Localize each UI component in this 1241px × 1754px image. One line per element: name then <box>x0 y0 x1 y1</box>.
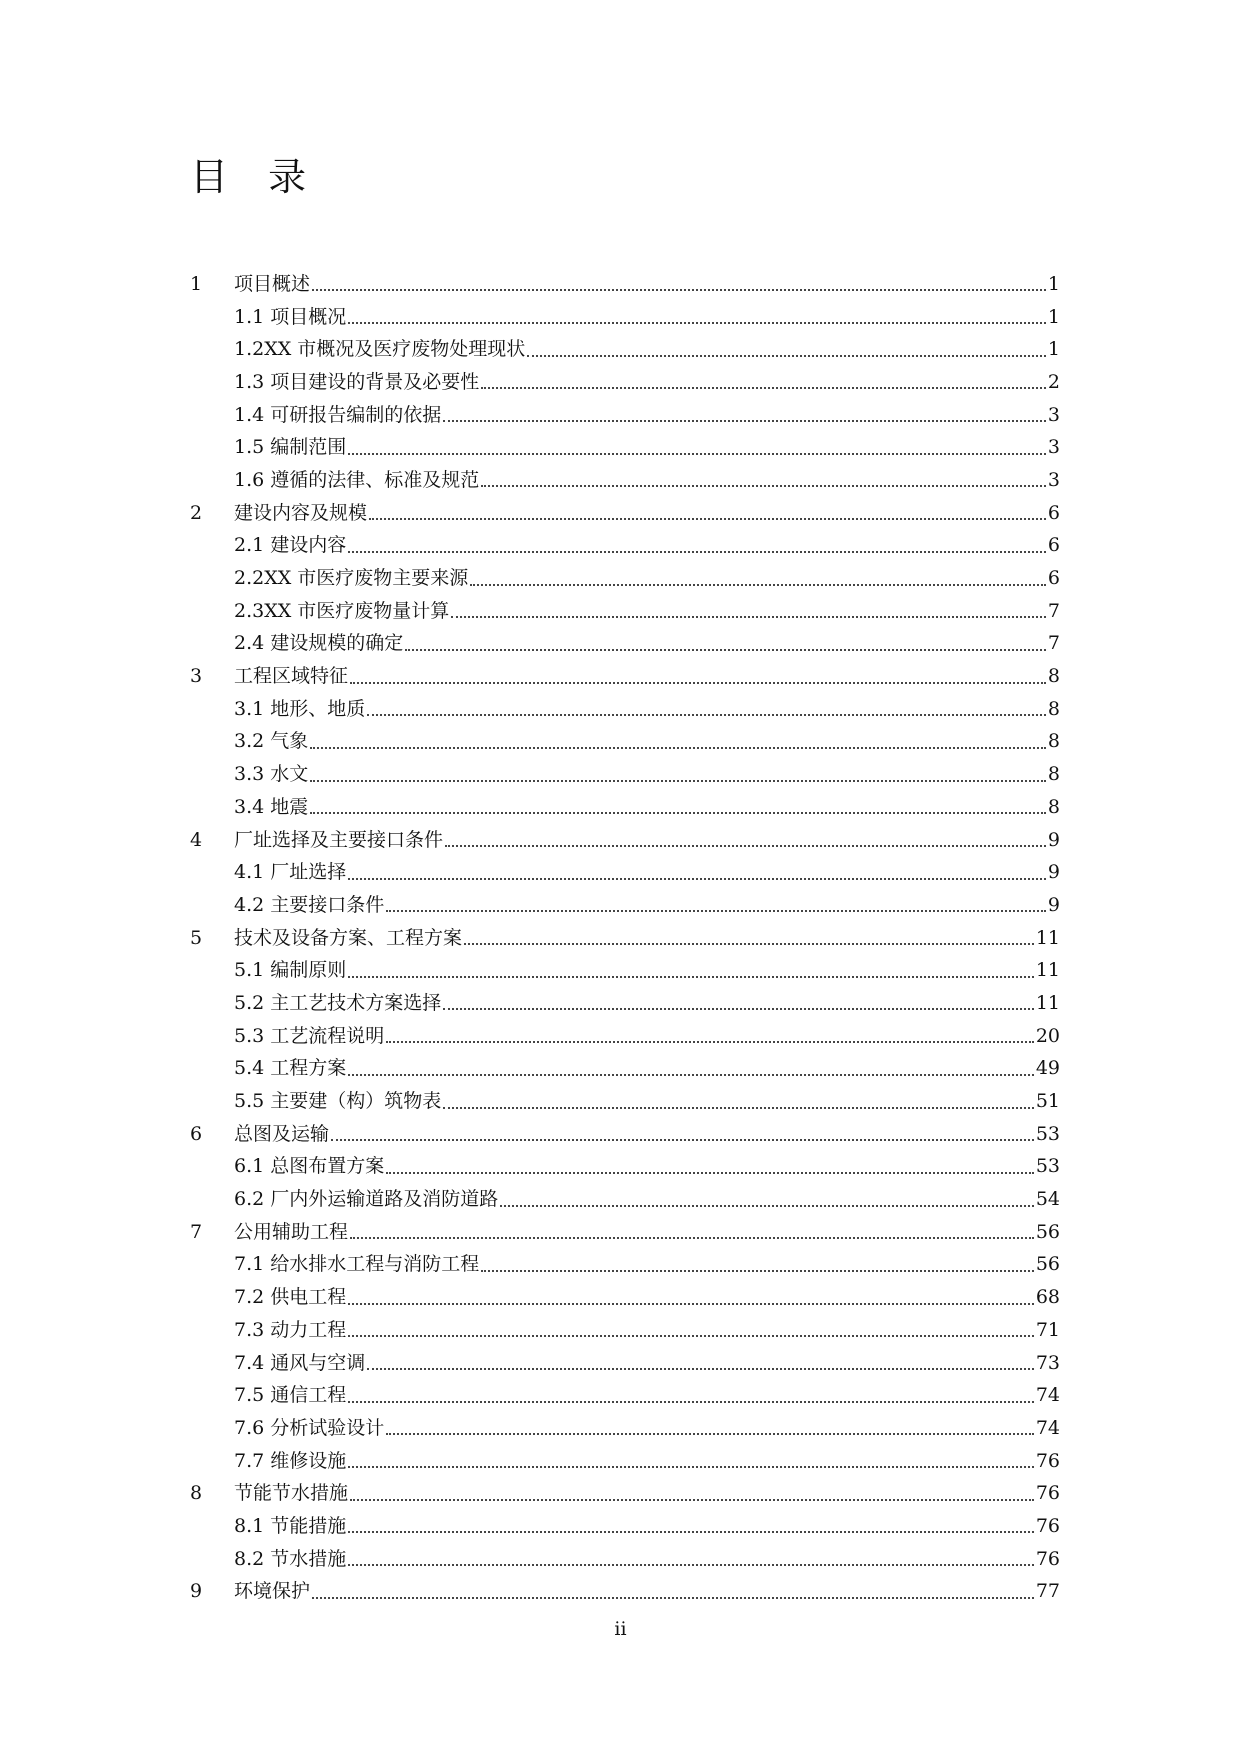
toc-entry-number: 2 <box>190 501 203 524</box>
toc-dot-leader <box>312 289 1046 291</box>
toc-chapter-entry[interactable] <box>190 922 1060 955</box>
toc-dot-leader <box>386 1041 1034 1043</box>
toc-entry-page: 11 <box>1035 926 1060 949</box>
toc-entry-label: 3.4 地震 <box>234 795 309 818</box>
toc-dot-leader <box>405 649 1046 651</box>
toc-section-entry[interactable] <box>190 1020 1060 1053</box>
toc-section-entry[interactable] <box>190 1085 1060 1118</box>
toc-section-entry[interactable] <box>190 1183 1060 1216</box>
toc-section-entry[interactable] <box>190 530 1060 563</box>
toc-entry-label: 5.2 主工艺技术方案选择 <box>234 991 442 1014</box>
toc-entry-label: 6.2 厂内外运输道路及消防道路 <box>234 1188 499 1211</box>
toc-entry-page: 3 <box>1047 468 1060 491</box>
toc-entry-label: 1.6 遵循的法律、标准及规范 <box>234 468 480 491</box>
toc-entry-label: 节能节水措施 <box>234 1482 349 1505</box>
toc-dot-leader <box>350 1499 1034 1501</box>
toc-section-entry[interactable] <box>190 366 1060 399</box>
toc-dot-leader <box>443 420 1046 422</box>
toc-dot-leader <box>348 976 1034 978</box>
toc-dot-leader <box>310 812 1046 814</box>
toc-dot-leader <box>348 322 1046 324</box>
toc-dot-leader <box>445 845 1046 847</box>
toc-section-entry[interactable] <box>190 562 1060 595</box>
toc-entry-page: 11 <box>1035 959 1060 982</box>
toc-section-entry[interactable] <box>190 1543 1060 1576</box>
toc-dot-leader <box>386 1172 1034 1174</box>
toc-entry-label: 7.7 维修设施 <box>234 1449 347 1472</box>
toc-section-entry[interactable] <box>190 954 1060 987</box>
toc-entry-page: 51 <box>1035 1090 1060 1113</box>
toc-dot-leader <box>310 747 1046 749</box>
toc-entry-label: 总图及运输 <box>234 1122 330 1145</box>
toc-entry-page: 73 <box>1035 1351 1060 1374</box>
toc-section-entry[interactable] <box>190 693 1060 726</box>
toc-entry-number: 6 <box>190 1122 203 1145</box>
toc-entry-page: 6 <box>1047 534 1060 557</box>
toc-dot-leader <box>348 1335 1034 1337</box>
toc-entry-page: 76 <box>1035 1482 1060 1505</box>
toc-dot-leader <box>470 584 1046 586</box>
page-title: 目 录 <box>190 155 321 199</box>
toc-entry-page: 76 <box>1035 1514 1060 1537</box>
toc-chapter-entry[interactable] <box>190 268 1060 301</box>
toc-entry-number: 8 <box>190 1482 203 1505</box>
toc-entry-page: 8 <box>1047 730 1060 753</box>
toc-entry-page: 1 <box>1047 272 1060 295</box>
toc-entry-page: 8 <box>1047 665 1060 688</box>
toc-entry-page: 54 <box>1035 1188 1060 1211</box>
toc-chapter-entry[interactable] <box>190 1477 1060 1510</box>
toc-section-entry[interactable] <box>190 1510 1060 1543</box>
toc-dot-leader <box>451 616 1046 618</box>
toc-entry-label: 1.4 可研报告编制的依据 <box>234 403 442 426</box>
toc-dot-leader <box>310 780 1046 782</box>
toc-entry-page: 6 <box>1047 567 1060 590</box>
toc-entry-page: 74 <box>1035 1416 1060 1439</box>
toc-entry-number: 1 <box>190 272 203 295</box>
toc-entry-label: 3.1 地形、地质 <box>234 697 366 720</box>
table-of-contents <box>190 268 1060 1608</box>
toc-entry-page: 77 <box>1035 1580 1060 1603</box>
toc-dot-leader <box>443 1107 1034 1109</box>
toc-chapter-entry[interactable] <box>190 824 1060 857</box>
toc-dot-leader <box>312 1597 1034 1599</box>
toc-section-entry[interactable] <box>190 791 1060 824</box>
toc-section-entry[interactable] <box>190 333 1060 366</box>
toc-chapter-entry[interactable] <box>190 1118 1060 1151</box>
toc-entry-page: 3 <box>1047 436 1060 459</box>
toc-dot-leader <box>481 485 1046 487</box>
toc-section-entry[interactable] <box>190 628 1060 661</box>
toc-entry-label: 7.3 动力工程 <box>234 1318 347 1341</box>
toc-entry-label: 环境保护 <box>234 1580 311 1603</box>
toc-entry-page: 1 <box>1047 338 1060 361</box>
toc-section-entry[interactable] <box>190 1445 1060 1478</box>
toc-entry-page: 6 <box>1047 501 1060 524</box>
toc-entry-label: 技术及设备方案、工程方案 <box>234 926 463 949</box>
toc-entry-page: 74 <box>1035 1384 1060 1407</box>
toc-section-entry[interactable] <box>190 889 1060 922</box>
toc-section-entry[interactable] <box>190 431 1060 464</box>
toc-dot-leader <box>367 1368 1034 1370</box>
toc-section-entry[interactable] <box>190 399 1060 432</box>
toc-entry-page: 49 <box>1035 1057 1060 1080</box>
toc-entry-page: 9 <box>1047 893 1060 916</box>
toc-section-entry[interactable] <box>190 301 1060 334</box>
toc-dot-leader <box>527 355 1046 357</box>
toc-entry-label: 3.2 气象 <box>234 730 309 753</box>
toc-entry-page: 53 <box>1035 1155 1060 1178</box>
page-number: ii <box>614 1618 627 1640</box>
toc-entry-page: 56 <box>1035 1220 1060 1243</box>
toc-entry-label: 1.1 项目概况 <box>234 305 347 328</box>
toc-section-entry[interactable] <box>190 1314 1060 1347</box>
toc-entry-label: 4.1 厂址选择 <box>234 861 347 884</box>
toc-entry-label: 1.2XX 市概况及医疗废物处理现状 <box>234 338 526 361</box>
toc-dot-leader <box>481 1270 1034 1272</box>
toc-entry-label: 2.4 建设规模的确定 <box>234 632 404 655</box>
toc-entry-label: 7.4 通风与空调 <box>234 1351 366 1374</box>
toc-section-entry[interactable] <box>190 1379 1060 1412</box>
toc-entry-label: 2.1 建设内容 <box>234 534 347 557</box>
toc-dot-leader <box>348 1401 1034 1403</box>
toc-entry-label: 8.1 节能措施 <box>234 1514 347 1537</box>
toc-entry-page: 71 <box>1035 1318 1060 1341</box>
toc-dot-leader <box>348 1074 1034 1076</box>
toc-entry-number: 5 <box>190 926 203 949</box>
toc-entry-page: 8 <box>1047 763 1060 786</box>
toc-entry-label: 5.4 工程方案 <box>234 1057 347 1080</box>
toc-entry-page: 9 <box>1047 828 1060 851</box>
toc-dot-leader <box>369 518 1046 520</box>
toc-entry-page: 76 <box>1035 1449 1060 1472</box>
toc-entry-page: 20 <box>1035 1024 1060 1047</box>
toc-entry-page: 76 <box>1035 1547 1060 1570</box>
toc-section-entry[interactable] <box>190 758 1060 791</box>
toc-entry-label: 7.2 供电工程 <box>234 1286 347 1309</box>
toc-entry-number: 9 <box>190 1580 203 1603</box>
toc-entry-page: 56 <box>1035 1253 1060 1276</box>
toc-section-entry[interactable] <box>190 1412 1060 1445</box>
toc-entry-page: 8 <box>1047 795 1060 818</box>
toc-entry-page: 8 <box>1047 697 1060 720</box>
toc-entry-label: 7.1 给水排水工程与消防工程 <box>234 1253 480 1276</box>
toc-entry-label: 2.2XX 市医疗废物主要来源 <box>234 567 469 590</box>
toc-dot-leader <box>386 1433 1034 1435</box>
toc-entry-label: 5.3 工艺流程说明 <box>234 1024 385 1047</box>
toc-dot-leader <box>386 910 1046 912</box>
toc-entry-page: 11 <box>1035 991 1060 1014</box>
toc-dot-leader <box>348 1303 1034 1305</box>
toc-entry-page: 68 <box>1035 1286 1060 1309</box>
toc-entry-label: 7.6 分析试验设计 <box>234 1416 385 1439</box>
toc-section-entry[interactable] <box>190 1347 1060 1380</box>
toc-dot-leader <box>348 551 1046 553</box>
toc-entry-label: 1.5 编制范围 <box>234 436 347 459</box>
toc-entry-page: 9 <box>1047 861 1060 884</box>
toc-section-entry[interactable] <box>190 726 1060 759</box>
toc-entry-page: 3 <box>1047 403 1060 426</box>
toc-entry-label: 5.1 编制原则 <box>234 959 347 982</box>
toc-entry-label: 建设内容及规模 <box>234 501 368 524</box>
toc-entry-page: 2 <box>1047 370 1060 393</box>
toc-entry-label: 4.2 主要接口条件 <box>234 893 385 916</box>
toc-section-entry[interactable] <box>190 1249 1060 1282</box>
toc-entry-page: 53 <box>1035 1122 1060 1145</box>
toc-dot-leader <box>500 1205 1034 1207</box>
toc-chapter-entry[interactable] <box>190 1216 1060 1249</box>
toc-entry-number: 7 <box>190 1220 203 1243</box>
toc-section-entry[interactable] <box>190 1281 1060 1314</box>
toc-entry-label: 2.3XX 市医疗废物量计算 <box>234 599 450 622</box>
toc-chapter-entry[interactable] <box>190 497 1060 530</box>
toc-dot-leader <box>350 682 1046 684</box>
toc-entry-label: 工程区域特征 <box>234 665 349 688</box>
toc-dot-leader <box>331 1139 1034 1141</box>
toc-dot-leader <box>443 1008 1034 1010</box>
toc-section-entry[interactable] <box>190 464 1060 497</box>
toc-chapter-entry[interactable] <box>190 660 1060 693</box>
toc-entry-label: 项目概述 <box>234 272 311 295</box>
toc-entry-label: 1.3 项目建设的背景及必要性 <box>234 370 480 393</box>
toc-dot-leader <box>348 878 1046 880</box>
toc-section-entry[interactable] <box>190 1151 1060 1184</box>
toc-dot-leader <box>464 943 1034 945</box>
toc-dot-leader <box>348 1564 1034 1566</box>
toc-entry-number: 3 <box>190 665 203 688</box>
toc-dot-leader <box>348 1466 1034 1468</box>
toc-entry-page: 7 <box>1047 632 1060 655</box>
toc-section-entry[interactable] <box>190 856 1060 889</box>
toc-entry-label: 6.1 总图布置方案 <box>234 1155 385 1178</box>
toc-entry-label: 8.2 节水措施 <box>234 1547 347 1570</box>
toc-dot-leader <box>348 1531 1034 1533</box>
toc-entry-label: 3.3 水文 <box>234 763 309 786</box>
toc-entry-label: 厂址选择及主要接口条件 <box>234 828 444 851</box>
toc-section-entry[interactable] <box>190 595 1060 628</box>
toc-dot-leader <box>350 1237 1034 1239</box>
toc-section-entry[interactable] <box>190 987 1060 1020</box>
toc-entry-label: 5.5 主要建（构）筑物表 <box>234 1090 442 1113</box>
toc-entry-page: 7 <box>1047 599 1060 622</box>
toc-chapter-entry[interactable] <box>190 1576 1060 1609</box>
toc-entry-number: 4 <box>190 828 203 851</box>
toc-section-entry[interactable] <box>190 1053 1060 1086</box>
toc-dot-leader <box>348 453 1046 455</box>
toc-entry-label: 公用辅助工程 <box>234 1220 349 1243</box>
toc-entry-page: 1 <box>1047 305 1060 328</box>
toc-entry-label: 7.5 通信工程 <box>234 1384 347 1407</box>
toc-dot-leader <box>367 714 1046 716</box>
toc-dot-leader <box>481 387 1046 389</box>
